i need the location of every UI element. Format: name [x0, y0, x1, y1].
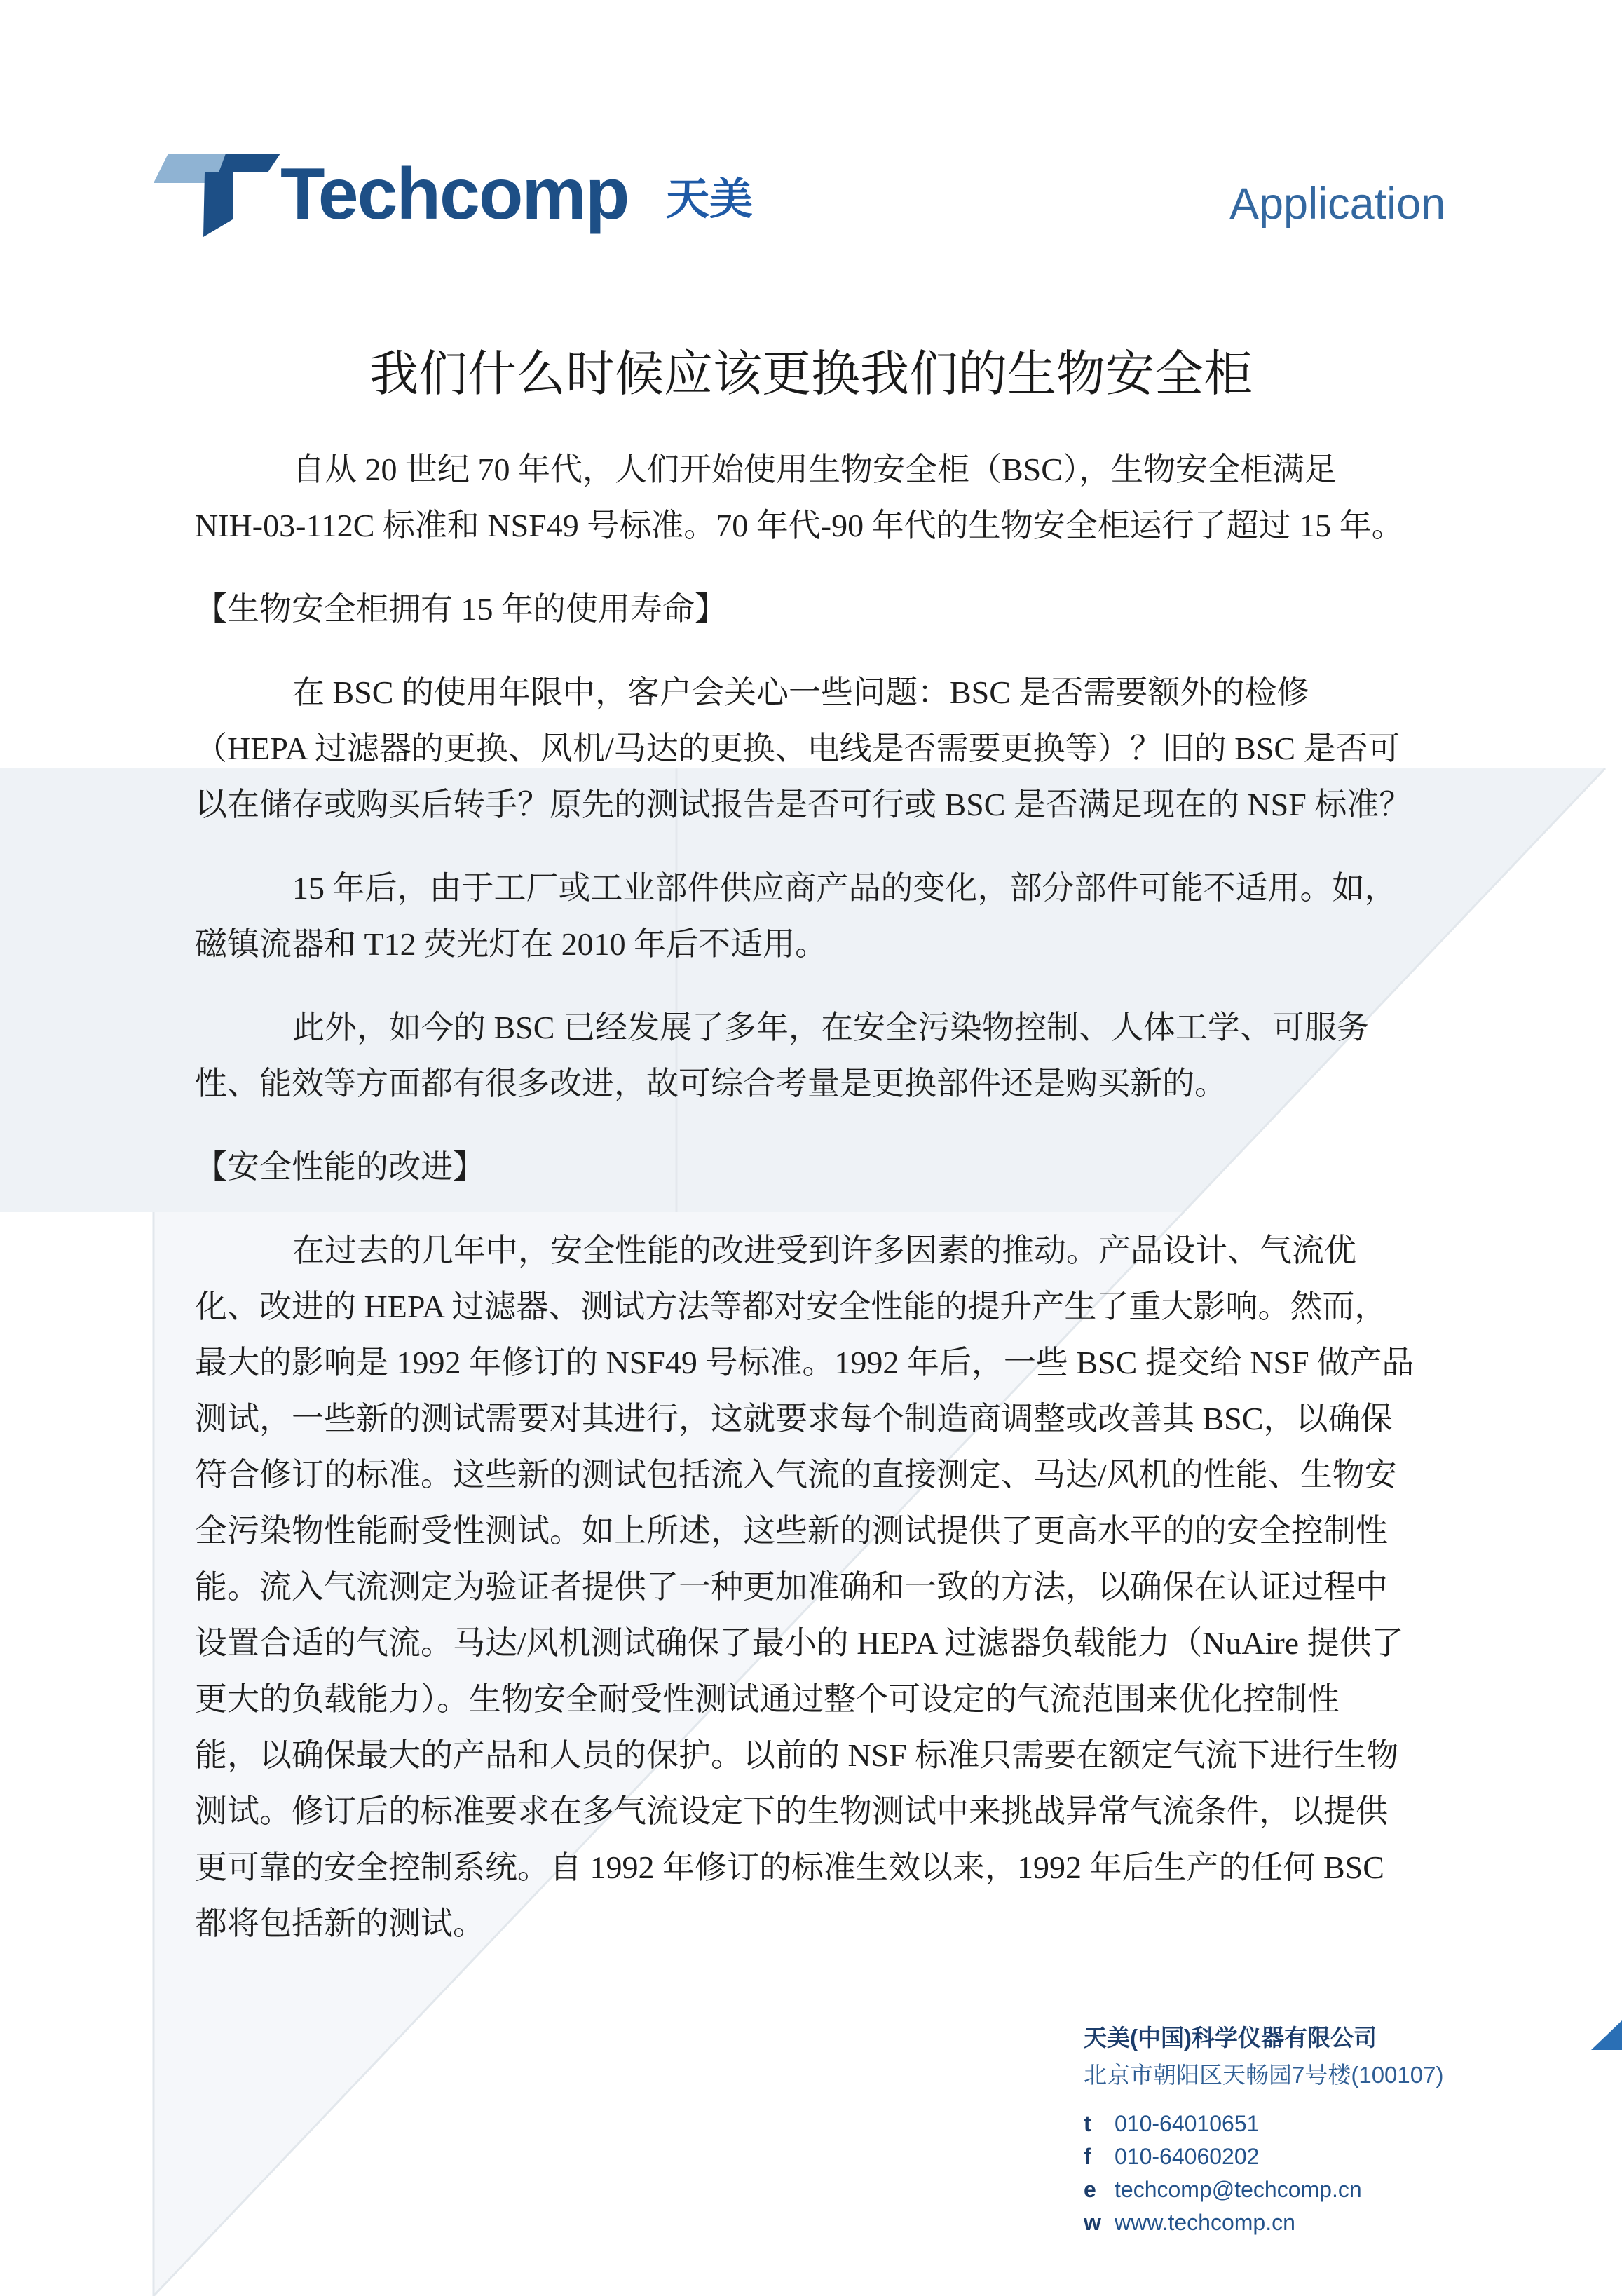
- paragraph-line: 化、改进的 HEPA 过滤器、测试方法等都对安全性能的提升产生了重大影响。然而，: [195, 1289, 1387, 1324]
- section-heading-safety: [195, 1139, 1429, 1195]
- website-url: www.techcomp.cn: [1115, 2210, 1295, 2235]
- contact-telephone: [1084, 2108, 1588, 2141]
- section-heading: 【安全性能的改进】: [195, 1149, 485, 1185]
- contact-label: t: [1084, 2111, 1091, 2136]
- paragraph-line: （HEPA 过滤器的更换、风机/马达的更换、电线是否需要更换等）？旧的 BSC 是否可: [195, 731, 1400, 766]
- corner-triangle: [1591, 2020, 1622, 2050]
- logo-mark-icon: [151, 151, 284, 242]
- paragraph-line: 性、能效等方面都有很多改进，故可综合考量是更换部件还是购买新的。: [195, 1066, 1227, 1101]
- contact-label: w: [1084, 2210, 1101, 2235]
- paragraph-2: [195, 665, 1429, 833]
- section-heading: 【生物安全柜拥有 15 年的使用寿命】: [195, 591, 727, 627]
- paragraph-line: 全污染物性能耐受性测试。如上所述，这些新的测试提供了更高水平的的安全控制性: [195, 1513, 1388, 1549]
- contact-label: f: [1084, 2144, 1091, 2169]
- paragraph-line: 更大的负载能力）。生物安全耐受性测试通过整个可设定的气流范围来优化控制性: [195, 1681, 1340, 1717]
- paragraph-1: [195, 442, 1429, 554]
- paragraph-line: 能，以确保最大的产品和人员的保护。以前的 NSF 标准只需要在额定气流下进行生物: [195, 1737, 1399, 1773]
- footer-contact: [1084, 2023, 1588, 2240]
- paragraph-line: 在 BSC 的使用年限中，客户会关心一些问题：BSC 是否需要额外的检修: [292, 674, 1309, 710]
- company-name: 天美(中国)科学仪器有限公司: [1084, 2025, 1377, 2051]
- document-category: Application: [1229, 179, 1446, 229]
- fax-number: 010-64060202: [1115, 2144, 1260, 2169]
- contact-fax: [1084, 2141, 1588, 2174]
- paragraph-line: 磁镇流器和 T12 荧光灯在 2010 年后不适用。: [195, 926, 828, 962]
- document-body: [195, 442, 1429, 1952]
- company-address: 北京市朝阳区天畅园7号楼(100107): [1084, 2062, 1444, 2088]
- paragraph-line: NIH-03-112C 标准和 NSF49 号标准。70 年代-90 年代的生物安全柜运行了超过 15 年。: [195, 508, 1404, 543]
- paragraph-line: 测试。修订后的标准要求在多气流设定下的生物测试中来挑战异常气流条件，以提供: [195, 1793, 1388, 1829]
- paragraph-line: 自从 20 世纪 70 年代，人们开始使用生物安全柜（BSC），生物安全柜满足: [292, 451, 1337, 487]
- paragraph-line: 最大的影响是 1992 年修订的 NSF49 号标准。1992 年后，一些 BSC 提交给 NSF 做产品: [195, 1345, 1415, 1380]
- telephone-number: 010-64010651: [1115, 2111, 1260, 2136]
- document-title: 我们什么时候应该更换我们的生物安全柜: [369, 346, 1253, 401]
- paragraph-4: [195, 1000, 1429, 1112]
- contact-label: e: [1084, 2177, 1096, 2202]
- paragraph-5: [195, 1223, 1429, 1952]
- paragraph-line: 设置合适的气流。马达/风机测试确保了最小的 HEPA 过滤器负载能力（NuAire 提供了: [195, 1625, 1404, 1661]
- contact-website: [1084, 2207, 1588, 2240]
- contact-list: [1084, 2108, 1588, 2240]
- paragraph-line: 能。流入气流测定为验证者提供了一种更加准确和一致的方法，以确保在认证过程中: [195, 1569, 1388, 1605]
- paragraph-line: 都将包括新的测试。: [195, 1906, 485, 1941]
- logo-wordmark: Techcomp: [280, 154, 629, 235]
- contact-email: [1084, 2174, 1588, 2207]
- paragraph-line: 符合修订的标准。这些新的测试包括流入气流的直接测定、马达/风机的性能、生物安: [195, 1457, 1397, 1493]
- logo-chinese-name: 天美: [666, 173, 754, 224]
- email-address: techcomp@techcomp.cn: [1115, 2177, 1362, 2202]
- paragraph-line: 测试，一些新的测试需要对其进行，这就要求每个制造商调整或改善其 BSC，以确保: [195, 1401, 1393, 1436]
- paragraph-line: 以在储存或购买后转手？原先的测试报告是否可行或 BSC 是否满足现在的 NSF 标准？: [195, 787, 1412, 822]
- paragraph-line: 在过去的几年中，安全性能的改进受到许多因素的推动。产品设计、气流优: [292, 1232, 1356, 1268]
- paragraph-line: 15 年后，由于工厂或工业部件供应商产品的变化，部分部件可能不适用。如，: [292, 870, 1397, 906]
- section-heading-lifespan: [195, 581, 1429, 637]
- paragraph-line: 此外，如今的 BSC 已经发展了多年，在安全污染物控制、人体工学、可服务: [292, 1010, 1369, 1045]
- paragraph-3: [195, 860, 1429, 972]
- paragraph-line: 更可靠的安全控制系统。自 1992 年修订的标准生效以来，1992 年后生产的任何 BSC: [195, 1849, 1384, 1885]
